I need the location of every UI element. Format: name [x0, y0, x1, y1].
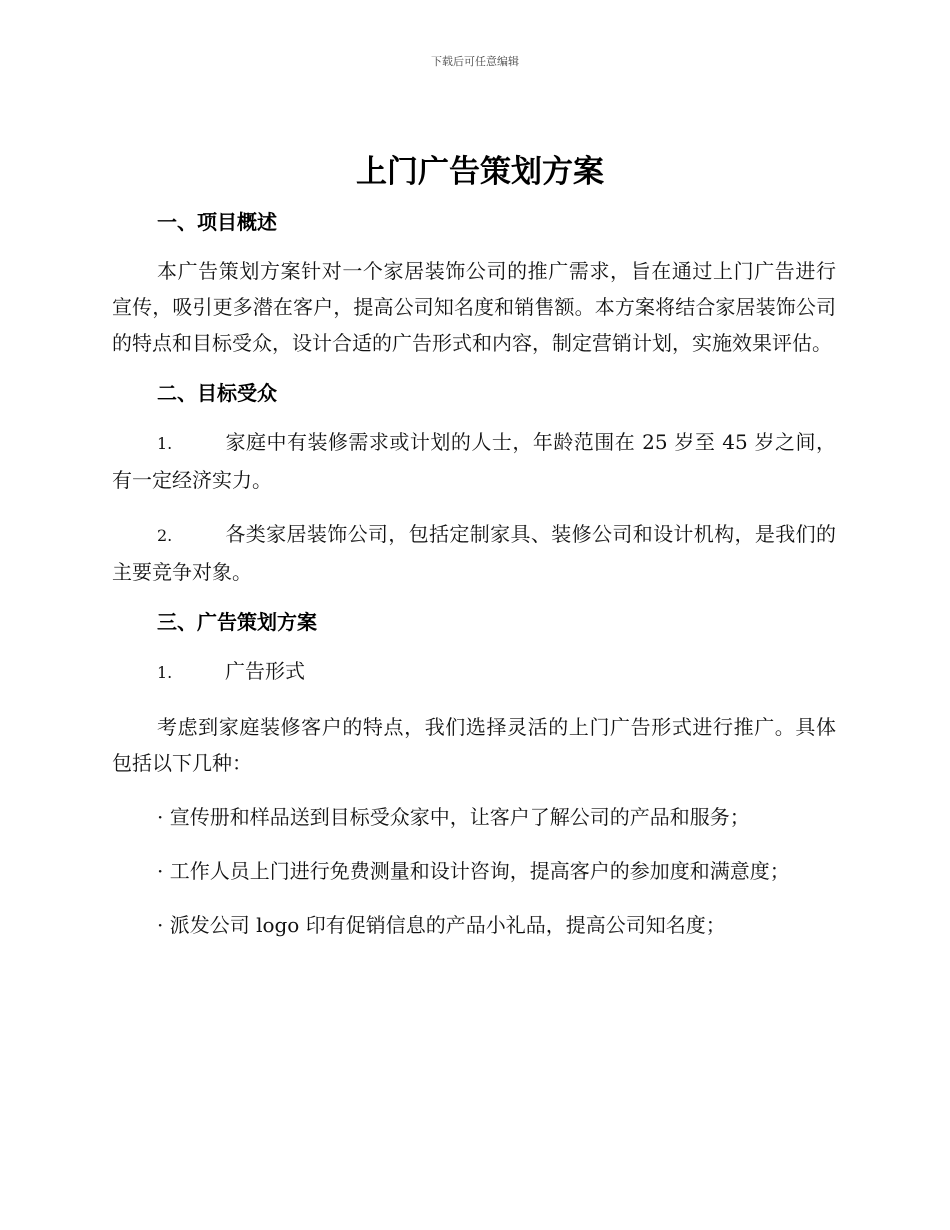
header-note: 下载后可任意编辑	[431, 55, 519, 68]
audience-item-2-text: 各类家居装饰公司，包括定制家具、装修公司和设计机构，是我们的主要竞争对象。	[112, 522, 836, 584]
section-heading-audience: 二、目标受众	[157, 381, 277, 405]
overview-paragraph: 本广告策划方案针对一个家居装饰公司的推广需求，旨在通过上门广告进行宣传，吸引更多潜在客户，提高公司知名度和销售额。本方案将结合家居装饰公司的特点和目标受众，设计合适的广告形式和内容，制定营销计划，实施效果评估。	[112, 259, 836, 355]
audience-item-2	[112, 516, 836, 590]
ad-bullet-gifts: · 派发公司 logo 印有促销信息的产品小礼品，提高公司知名度；	[157, 913, 726, 937]
ad-form-subheading	[112, 653, 836, 691]
section-heading-overview: 一、项目概述	[157, 210, 277, 234]
audience-item-1	[112, 424, 836, 498]
audience-item-1-text: 家庭中有装修需求或计划的人士，年龄范围在 25 岁至 45 岁之间，有一定经济实力。	[112, 430, 836, 492]
audience-item-1-number: 1.	[157, 434, 173, 453]
ad-form-intro: 考虑到家庭装修客户的特点，我们选择灵活的上门广告形式进行推广。具体包括以下几种：	[112, 715, 836, 775]
ad-bullet-brochures: · 宣传册和样品送到目标受众家中，让客户了解公司的产品和服务；	[157, 805, 750, 829]
document-content	[112, 150, 836, 961]
ad-bullet-consultation: · 工作人员上门进行免费测量和设计咨询，提高客户的参加度和满意度；	[157, 859, 790, 883]
audience-item-2-number: 2.	[157, 526, 173, 545]
section-heading-ad-plan: 三、广告策划方案	[157, 610, 317, 634]
ad-form-number: 1.	[157, 663, 173, 682]
ad-form-label: 广告形式	[225, 659, 305, 683]
document-title: 上门广告策划方案	[356, 154, 604, 190]
